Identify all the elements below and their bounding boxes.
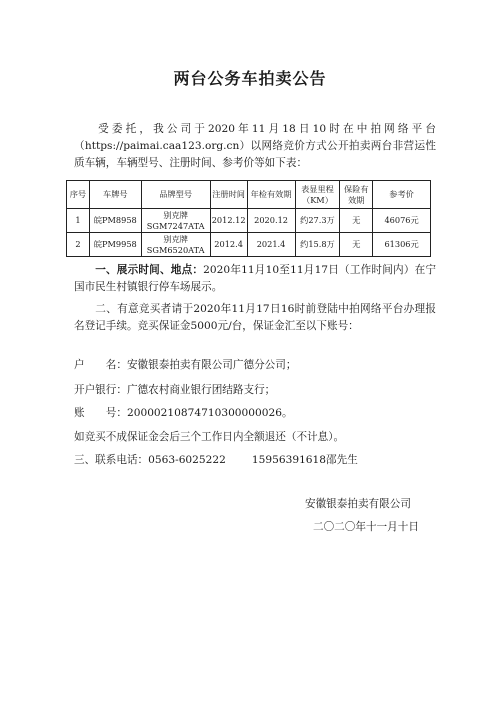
vehicle-table <box>66 180 431 257</box>
section-display <box>74 262 436 296</box>
contact-phone-2: 15956391618 <box>251 454 327 466</box>
header-cell: 车牌号 <box>89 181 141 209</box>
account-bank-value: 广德农村商业银行团结路支行； <box>126 384 276 396</box>
table-cell: 约15.8万 <box>295 233 340 257</box>
table-cell: 别克牌 SGM7247ATA <box>141 209 210 233</box>
intro-paragraph <box>74 121 436 172</box>
table-cell: 别克牌 SGM6520ATA <box>141 233 210 257</box>
section-display-heading: 一、展示时间、地点： <box>95 264 204 276</box>
table-cell: 皖PM8958 <box>89 209 141 233</box>
signature-company: 安徽银泰拍卖有限公司 <box>305 498 411 510</box>
header-cell: 注册时间 <box>210 181 247 209</box>
table-cell: 皖PM9958 <box>89 233 141 257</box>
account-name-value: 安徽银泰拍卖有限公司广德分公司； <box>126 359 297 371</box>
account-number-value: 20000210874710300000026。 <box>126 407 293 419</box>
table-cell: 1 <box>67 209 90 233</box>
intro-text: 受委托，我公司于2020年11月18日10时在中拍网络平台（https://paimai.caa123.org.cn）以网络竞价方式公开拍卖两台非营运性质车辆，车辆型号、注册时间、参考价等如下表： <box>74 123 436 169</box>
table-cell: 2020.12 <box>247 209 295 233</box>
table-cell: 2021.4 <box>247 233 295 257</box>
table-cell: 46076元 <box>373 209 431 233</box>
table-cell: 61306元 <box>373 233 431 257</box>
table-cell: 约27.3万 <box>295 209 340 233</box>
table-cell: 2012.12 <box>210 209 247 233</box>
table-row <box>67 233 431 257</box>
refund-note: 如竞买不成保证金会后三个工作日内全额退还（不计息）。 <box>74 431 345 443</box>
header-cell: 参考价 <box>373 181 431 209</box>
table-row <box>67 209 431 233</box>
header-cell: 品牌型号 <box>141 181 210 209</box>
table-header-row <box>67 181 431 209</box>
header-cell: 序号 <box>67 181 90 209</box>
contact-line <box>74 452 358 469</box>
page-title: 两台公务车拍卖公告 <box>173 69 327 88</box>
header-cell: 保险有效期 <box>340 181 373 209</box>
header-cell: 年检有效期 <box>247 181 295 209</box>
account-bank-line <box>74 382 275 399</box>
account-name-label: 户 名： <box>74 359 127 371</box>
section-display-text: 2020年11月10至11月17日（工作时间内）在宁国市民生村镇银行停车场展示。 <box>74 264 437 293</box>
account-number-label: 账 号： <box>74 407 127 419</box>
table-cell: 无 <box>340 209 373 233</box>
signature-date: 二〇二〇年十一月十日 <box>313 521 419 533</box>
table-cell: 2012.4 <box>210 233 247 257</box>
account-bank-label: 开户银行： <box>74 384 127 396</box>
contact-phone-1: 0563-6025222 <box>148 454 226 466</box>
contact-label: 三、联系电话： <box>74 454 149 466</box>
account-name-line <box>74 357 296 374</box>
table-cell: 无 <box>340 233 373 257</box>
table-cell: 2 <box>67 233 90 257</box>
section-registration <box>74 301 436 335</box>
account-number-line <box>74 405 293 422</box>
header-cell: 表显里程（KM） <box>295 181 340 209</box>
contact-person: 邵先生 <box>326 454 358 466</box>
section-registration-text: 二、有意竞买者请于2020年11月17日16时前登陆中拍网络平台办理报名登记手续。竞买保证金5000元/台，保证金汇至以下账号： <box>74 303 436 332</box>
